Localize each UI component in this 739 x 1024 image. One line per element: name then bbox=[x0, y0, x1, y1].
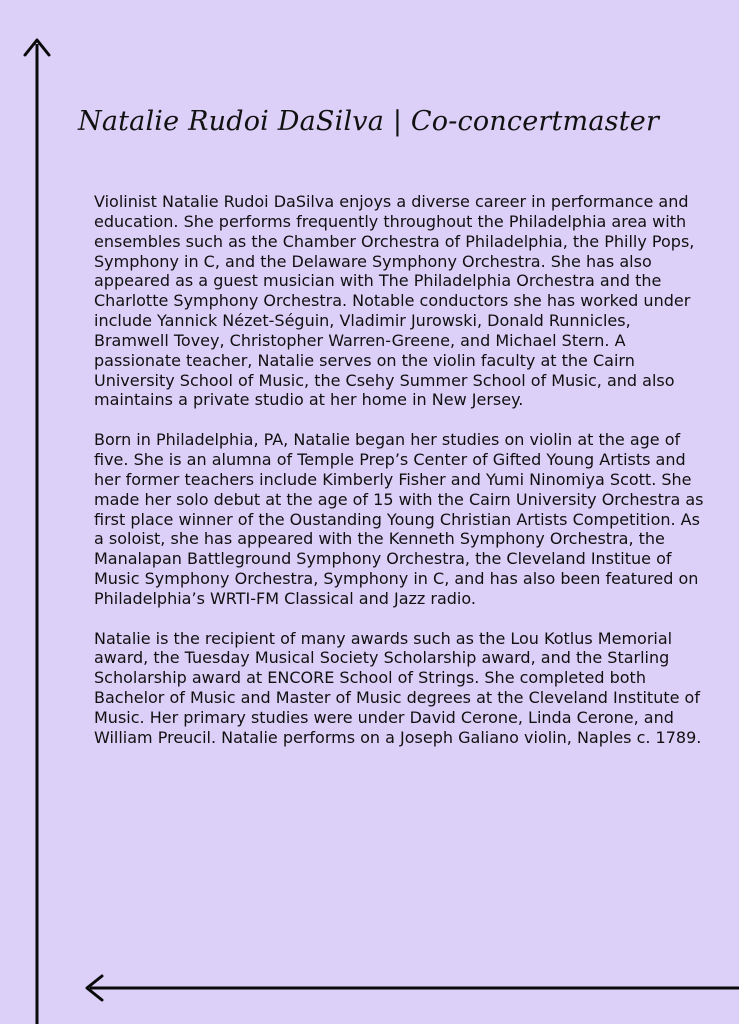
bio-paragraph-awards: Natalie is the recipient of many awards such as the Lou Kotlus Memorial award, the Tuesday Musical Society Scholarship award, and the Starling Scholarship award at ENCORE School of Strings. She completed both Bachelor of Music and Master of Music degrees at the Cleveland Institute of Music. Her primary studies were under David Cerone, Linda Cerone, and William Preucil. Natalie performs on a Joseph Galiano violin, Naples c. 1789. bbox=[94, 628, 702, 747]
horizontal-axis-line bbox=[87, 976, 739, 1000]
page-title: Natalie Rudoi DaSilva | Co-concertmaster bbox=[78, 106, 660, 137]
bio-paragraph-career: Violinist Natalie Rudoi DaSilva enjoys a diverse career in performance and education. She performs frequently throughout the Philadelphia area with ensembles such as the Chamber Orchestra of Philadelphia, the Philly Pops, Symphony in C, and the Delaware Symphony Orchestra. She has also appeared as a guest musician with The Philadelphia Orchestra and the Charlotte Symphony Orchestra. Notable conductors she has worked under include Yannick Nézet-Séguin, Vladimir Jurowski, Donald Runnicles, Bramwell Tovey, Christopher Warren-Greene, and Michael Stern. A passionate teacher, Natalie serves on the violin faculty at the Cairn University School of Music, the Csehy Summer School of Music, and also maintains a private studio at her home in New Jersey. bbox=[94, 192, 695, 410]
bio-paragraph-education: Born in Philadelphia, PA, Natalie began her studies on violin at the age of five. She is an alumna of Temple Prep’s Center of Gifted Young Artists and her former teachers include Kimberly Fisher and Yumi Ninomiya Scott. She made her solo debut at the age of 15 with the Cairn University Orchestra as first place winner of the Oustanding Young Christian Artists Competition. As a soloist, she has appeared with the Kenneth Symphony Orchestra, the Manalapan Battleground Symphony Orchestra, the Cleveland Institue of Music Symphony Orchestra, Symphony in C, and has also been featured on Philadelphia’s WRTI-FM Classical and Jazz radio. bbox=[94, 430, 704, 608]
biography-text bbox=[94, 192, 709, 767]
vertical-axis-line bbox=[25, 40, 49, 1024]
